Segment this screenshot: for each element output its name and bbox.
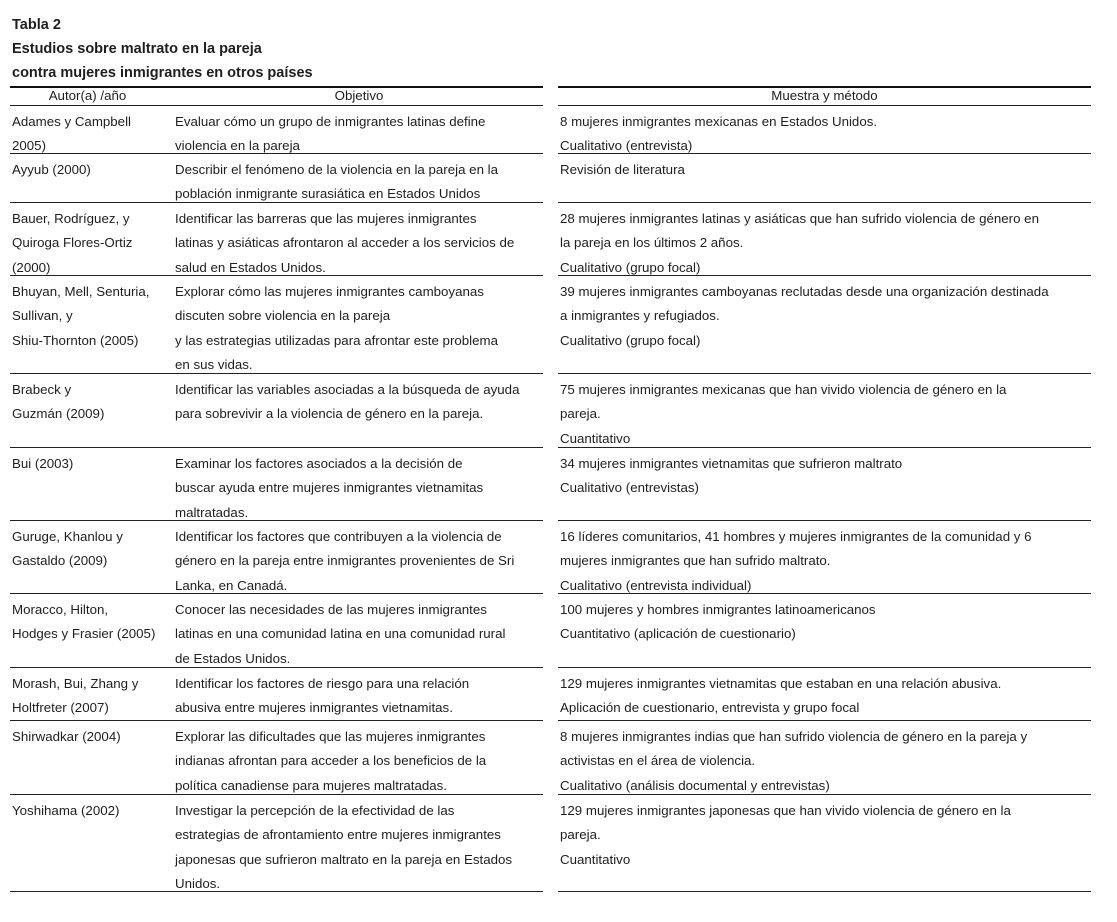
sample-method-cell	[560, 276, 1049, 353]
objective-cell-line: violencia en la pareja	[175, 138, 300, 154]
sample-method-cell-line: 34 mujeres inmigrantes vietnamitas que sufrieron maltrato	[560, 456, 903, 471]
objective-cell	[175, 721, 486, 798]
header-sample-method: Muestra y método	[771, 88, 878, 103]
objective-cell-line: Identificar las variables asociadas a la búsqueda de ayuda	[175, 382, 520, 397]
table-row	[10, 521, 543, 594]
sample-method-cell-line: Cualitativo (grupo focal)	[560, 332, 701, 348]
sample-method-cell-line: 8 mujeres inmigrantes mexicanas en Estados Unidos.	[560, 114, 878, 129]
table-title-line-2: contra mujeres inmigrantes en otros países	[12, 65, 313, 81]
author-cell-line: Guzmán (2009)	[12, 406, 105, 422]
sample-method-cell	[560, 594, 876, 647]
author-cell-line: Adames y Campbell	[12, 114, 131, 129]
sample-method-cell	[560, 203, 1039, 280]
objective-cell	[175, 374, 519, 427]
sample-method-cell-line: 39 mujeres inmigrantes camboyanas reclutadas desde una organización destinada	[560, 284, 1049, 299]
header-row	[558, 88, 1091, 106]
author-cell-line: Hodges y Frasier (2005)	[12, 626, 156, 642]
sample-method-cell-line: 75 mujeres inmigrantes mexicanas que han vivido violencia de género en la	[560, 382, 1007, 397]
sample-method-cell-line: activistas en el área de violencia.	[560, 753, 756, 769]
objective-cell-line: indianas afrontan para acceder a los beneficios de la	[175, 753, 487, 769]
sample-method-cell	[560, 374, 1006, 451]
sample-method-cell-line: Cualitativo (grupo focal)	[560, 259, 701, 275]
objective-cell-line: discuten sobre violencia en la pareja	[175, 308, 391, 324]
sample-method-cell-line: 16 líderes comunitarios, 41 hombres y mujeres inmigrantes de la comunidad y 6	[560, 529, 1032, 544]
objective-cell-line: Describir el fenómeno de la violencia en la pareja en la	[175, 162, 499, 177]
objective-cell	[175, 203, 514, 280]
sample-method-cell-line: 129 mujeres inmigrantes vietnamitas que estaban en una relación abusiva.	[560, 676, 1002, 691]
table-row	[558, 795, 1091, 892]
author-cell	[12, 276, 149, 353]
author-cell	[12, 374, 104, 427]
author-cell	[12, 154, 91, 182]
sample-method-cell-line: Aplicación de cuestionario, entrevista y grupo focal	[560, 700, 860, 716]
objective-cell-line: y las estrategias utilizadas para afrontar este problema	[175, 332, 498, 348]
objective-cell	[175, 106, 485, 159]
sample-method-cell-line: Cualitativo (entrevista)	[560, 138, 693, 154]
table-row	[558, 203, 1091, 276]
objective-cell-line: Examinar los factores asociados a la decisión de	[175, 456, 463, 471]
author-cell-line: Shirwadkar (2004)	[12, 729, 121, 744]
header-objective: Objetivo	[334, 88, 384, 103]
sample-method-cell-line: pareja.	[560, 406, 601, 422]
objective-cell-line: japonesas que sufrieron maltrato en la pareja en Estados	[175, 851, 513, 867]
table-row	[10, 448, 543, 521]
objective-cell-line: latinas en una comunidad latina en una comunidad rural	[175, 626, 506, 642]
table-row	[10, 668, 543, 721]
table-row	[10, 203, 543, 276]
sample-method-cell-line: Cualitativo (entrevista individual)	[560, 577, 752, 593]
sample-method-cell	[560, 668, 1001, 721]
author-cell-line: Shiu-Thornton (2005)	[12, 332, 139, 348]
objective-cell	[175, 668, 469, 721]
table-row	[558, 154, 1091, 203]
sample-method-cell	[560, 154, 685, 182]
sample-method-cell-line: Cuantitativo (aplicación de cuestionario)	[560, 626, 796, 642]
objective-cell-line: Explorar las dificultades que las mujeres inmigrantes	[175, 729, 486, 744]
objective-cell-line: Evaluar cómo un grupo de inmigrantes latinas define	[175, 114, 486, 129]
objective-cell	[175, 276, 498, 378]
objective-cell-line: Investigar la percepción de la efectividad de las	[175, 803, 455, 818]
author-cell	[12, 106, 131, 159]
table-row	[558, 374, 1091, 448]
author-cell-line: Morash, Bui, Zhang y	[12, 676, 139, 691]
sample-method-cell-line: la pareja en los últimos 2 años.	[560, 235, 744, 251]
objective-cell-line: Unidos.	[175, 876, 221, 892]
table-right-part	[558, 86, 1091, 892]
objective-cell-line: maltratadas.	[175, 504, 249, 520]
objective-cell-line: política canadiense para mujeres maltratadas.	[175, 777, 447, 793]
table-row	[10, 795, 543, 892]
author-cell	[12, 203, 132, 280]
sample-method-cell-line: Cualitativo (análisis documental y entrevistas)	[560, 777, 830, 793]
sample-method-cell-line: 28 mujeres inmigrantes latinas y asiáticas que han sufrido violencia de género en	[560, 211, 1039, 226]
sample-method-cell-line: 100 mujeres y hombres inmigrantes latinoamericanos	[560, 602, 876, 617]
author-cell-line: Bui (2003)	[12, 456, 74, 471]
author-cell-line: (2000)	[12, 259, 51, 275]
objective-cell-line: Identificar los factores de riesgo para una relación	[175, 676, 470, 691]
author-cell-line: Moracco, Hilton,	[12, 602, 109, 617]
table-row	[10, 594, 543, 668]
author-cell-line: 2005)	[12, 138, 47, 154]
objective-cell-line: latinas y asiáticas afrontaron al acceder a los servicios de	[175, 235, 515, 251]
objective-cell-line: estrategias de afrontamiento entre mujeres inmigrantes	[175, 827, 501, 843]
author-cell-line: Sullivan, y	[12, 308, 73, 324]
author-cell-line: Yoshihama (2002)	[12, 803, 120, 818]
author-cell-line: Gastaldo (2009)	[12, 553, 108, 569]
objective-cell-line: Conocer las necesidades de las mujeres inmigrantes	[175, 602, 487, 617]
author-cell-line: Quiroga Flores-Ortiz	[12, 235, 133, 251]
author-cell-line: Bauer, Rodríguez, y	[12, 211, 130, 226]
objective-cell-line: buscar ayuda entre mujeres inmigrantes vietnamitas	[175, 480, 484, 496]
author-cell	[12, 521, 123, 574]
author-cell	[12, 594, 155, 647]
table-row	[10, 721, 543, 795]
author-cell	[12, 795, 119, 823]
sample-method-cell	[560, 795, 1011, 872]
table-row	[558, 521, 1091, 594]
objective-cell-line: para sobrevivir a la violencia de género en la pareja.	[175, 406, 484, 422]
table-left-part	[10, 86, 543, 892]
table-title-line-1: Estudios sobre maltrato en la pareja	[12, 41, 262, 57]
sample-method-cell	[560, 521, 1032, 598]
sample-method-cell-line: 129 mujeres inmigrantes japonesas que han vivido violencia de género en la	[560, 803, 1011, 818]
table-label: Tabla 2	[12, 17, 61, 33]
sample-method-cell-line: Cualitativo (entrevistas)	[560, 480, 699, 496]
author-cell-line: Bhuyan, Mell, Senturia,	[12, 284, 150, 299]
table-row	[558, 448, 1091, 521]
author-cell-line: Guruge, Khanlou y	[12, 529, 123, 544]
objective-cell-line: Explorar cómo las mujeres inmigrantes camboyanas	[175, 284, 484, 299]
objective-cell-line: género en la pareja entre inmigrantes provenientes de Sri	[175, 553, 515, 569]
objective-cell	[175, 795, 512, 897]
table-row	[10, 106, 543, 154]
sample-method-cell-line: 8 mujeres inmigrantes indias que han sufrido violencia de género en la pareja y	[560, 729, 1028, 744]
author-cell-line: Ayyub (2000)	[12, 162, 91, 177]
sample-method-cell	[560, 721, 1027, 798]
table-row	[558, 276, 1091, 374]
author-cell-line: Brabeck y	[12, 382, 72, 397]
table-row	[10, 154, 543, 203]
objective-cell-line: población inmigrante surasiática en Estados Unidos	[175, 186, 481, 202]
sample-method-cell-line: Cuantitativo	[560, 430, 631, 446]
objective-cell-line: Identificar las barreras que las mujeres inmigrantes	[175, 211, 477, 226]
header-author: Autor(a) /año	[48, 88, 127, 103]
author-cell	[12, 668, 138, 721]
table-row	[558, 594, 1091, 668]
objective-cell	[175, 154, 498, 207]
author-cell-line: Holtfreter (2007)	[12, 700, 109, 716]
table-row	[10, 374, 543, 448]
objective-cell-line: Lanka, en Canadá.	[175, 577, 288, 593]
objective-cell-line: salud en Estados Unidos.	[175, 259, 326, 275]
table-row	[558, 106, 1091, 154]
table-row	[558, 721, 1091, 795]
objective-cell-line: en sus vidas.	[175, 357, 253, 373]
sample-method-cell-line: a inmigrantes y refugiados.	[560, 308, 720, 324]
objective-cell	[175, 521, 514, 598]
header-row	[10, 88, 543, 106]
table-row	[558, 668, 1091, 721]
table-row	[10, 276, 543, 374]
objective-cell-line: Identificar los factores que contribuyen a la violencia de	[175, 529, 502, 544]
objective-cell	[175, 594, 505, 671]
sample-method-cell-line: Revisión de literatura	[560, 162, 685, 177]
objective-cell	[175, 448, 483, 525]
sample-method-cell-line: mujeres inmigrantes que han sufrido maltrato.	[560, 553, 831, 569]
objective-cell-line: de Estados Unidos.	[175, 650, 291, 666]
author-cell	[12, 721, 121, 749]
objective-cell-line: abusiva entre mujeres inmigrantes vietnamitas.	[175, 700, 453, 716]
sample-method-cell-line: pareja.	[560, 827, 601, 843]
sample-method-cell	[560, 106, 877, 159]
sample-method-cell	[560, 448, 902, 501]
author-cell	[12, 448, 73, 476]
sample-method-cell-line: Cuantitativo	[560, 851, 631, 867]
